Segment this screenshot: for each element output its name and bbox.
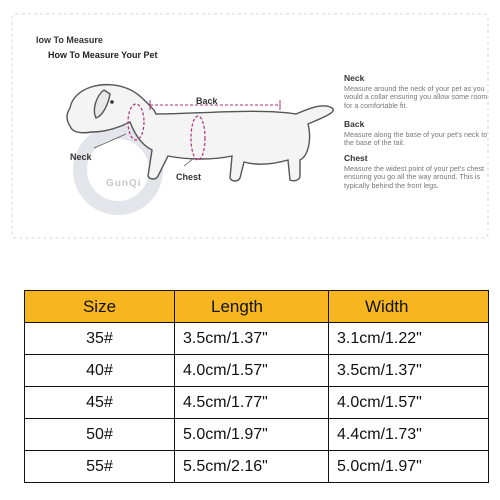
size-cell: 45# — [25, 387, 175, 419]
width-cell: 4.0cm/1.57" — [329, 387, 489, 419]
size-cell: 55# — [25, 451, 175, 483]
neck-description-text: Measure around the neck of your pet as you would a collar ensuring you allow some room for a comfortable fit. — [344, 83, 488, 110]
chest-description-text: Measure the widest point of your pet's chest ensuring you go all the way around. This is typically behind the front legs. — [344, 163, 485, 190]
back-label: Back — [196, 96, 218, 106]
length-cell: 5.5cm/2.16" — [175, 451, 329, 483]
back-description-text: Measure along the base of your pet's neck to the base of the tail. — [344, 129, 488, 148]
table-row — [25, 355, 489, 387]
card-subtitle: How To Measure Your Pet — [48, 50, 158, 60]
size-cell: 35# — [25, 323, 175, 355]
neck-label: Neck — [70, 152, 92, 162]
measure-card — [8, 10, 492, 242]
table-row — [25, 387, 489, 419]
length-cell: 5.0cm/1.97" — [175, 419, 329, 451]
size-table — [24, 290, 489, 483]
neck-description — [344, 74, 494, 110]
card-header: low To Measure — [36, 35, 103, 45]
header-length: Length — [175, 291, 329, 323]
header-width: Width — [329, 291, 489, 323]
width-cell: 5.0cm/1.97" — [329, 451, 489, 483]
watermark-text: GunQi — [106, 178, 142, 189]
chest-label: Chest — [176, 172, 202, 182]
table-row — [25, 451, 489, 483]
width-cell: 3.1cm/1.22" — [329, 323, 489, 355]
width-cell: 3.5cm/1.37" — [329, 355, 489, 387]
neck-description-title: Neck — [344, 73, 365, 83]
length-cell: 3.5cm/1.37" — [175, 323, 329, 355]
width-cell: 4.4cm/1.73" — [329, 419, 489, 451]
chest-description — [344, 154, 494, 190]
back-description-title: Back — [344, 119, 365, 129]
table-row — [25, 419, 489, 451]
length-cell: 4.5cm/1.77" — [175, 387, 329, 419]
size-cell: 40# — [25, 355, 175, 387]
back-description — [344, 120, 494, 148]
header-size: Size — [25, 291, 175, 323]
size-table-header-row — [25, 291, 489, 323]
size-cell: 50# — [25, 419, 175, 451]
chest-description-title: Chest — [344, 153, 368, 163]
table-row — [25, 323, 489, 355]
length-cell: 4.0cm/1.57" — [175, 355, 329, 387]
